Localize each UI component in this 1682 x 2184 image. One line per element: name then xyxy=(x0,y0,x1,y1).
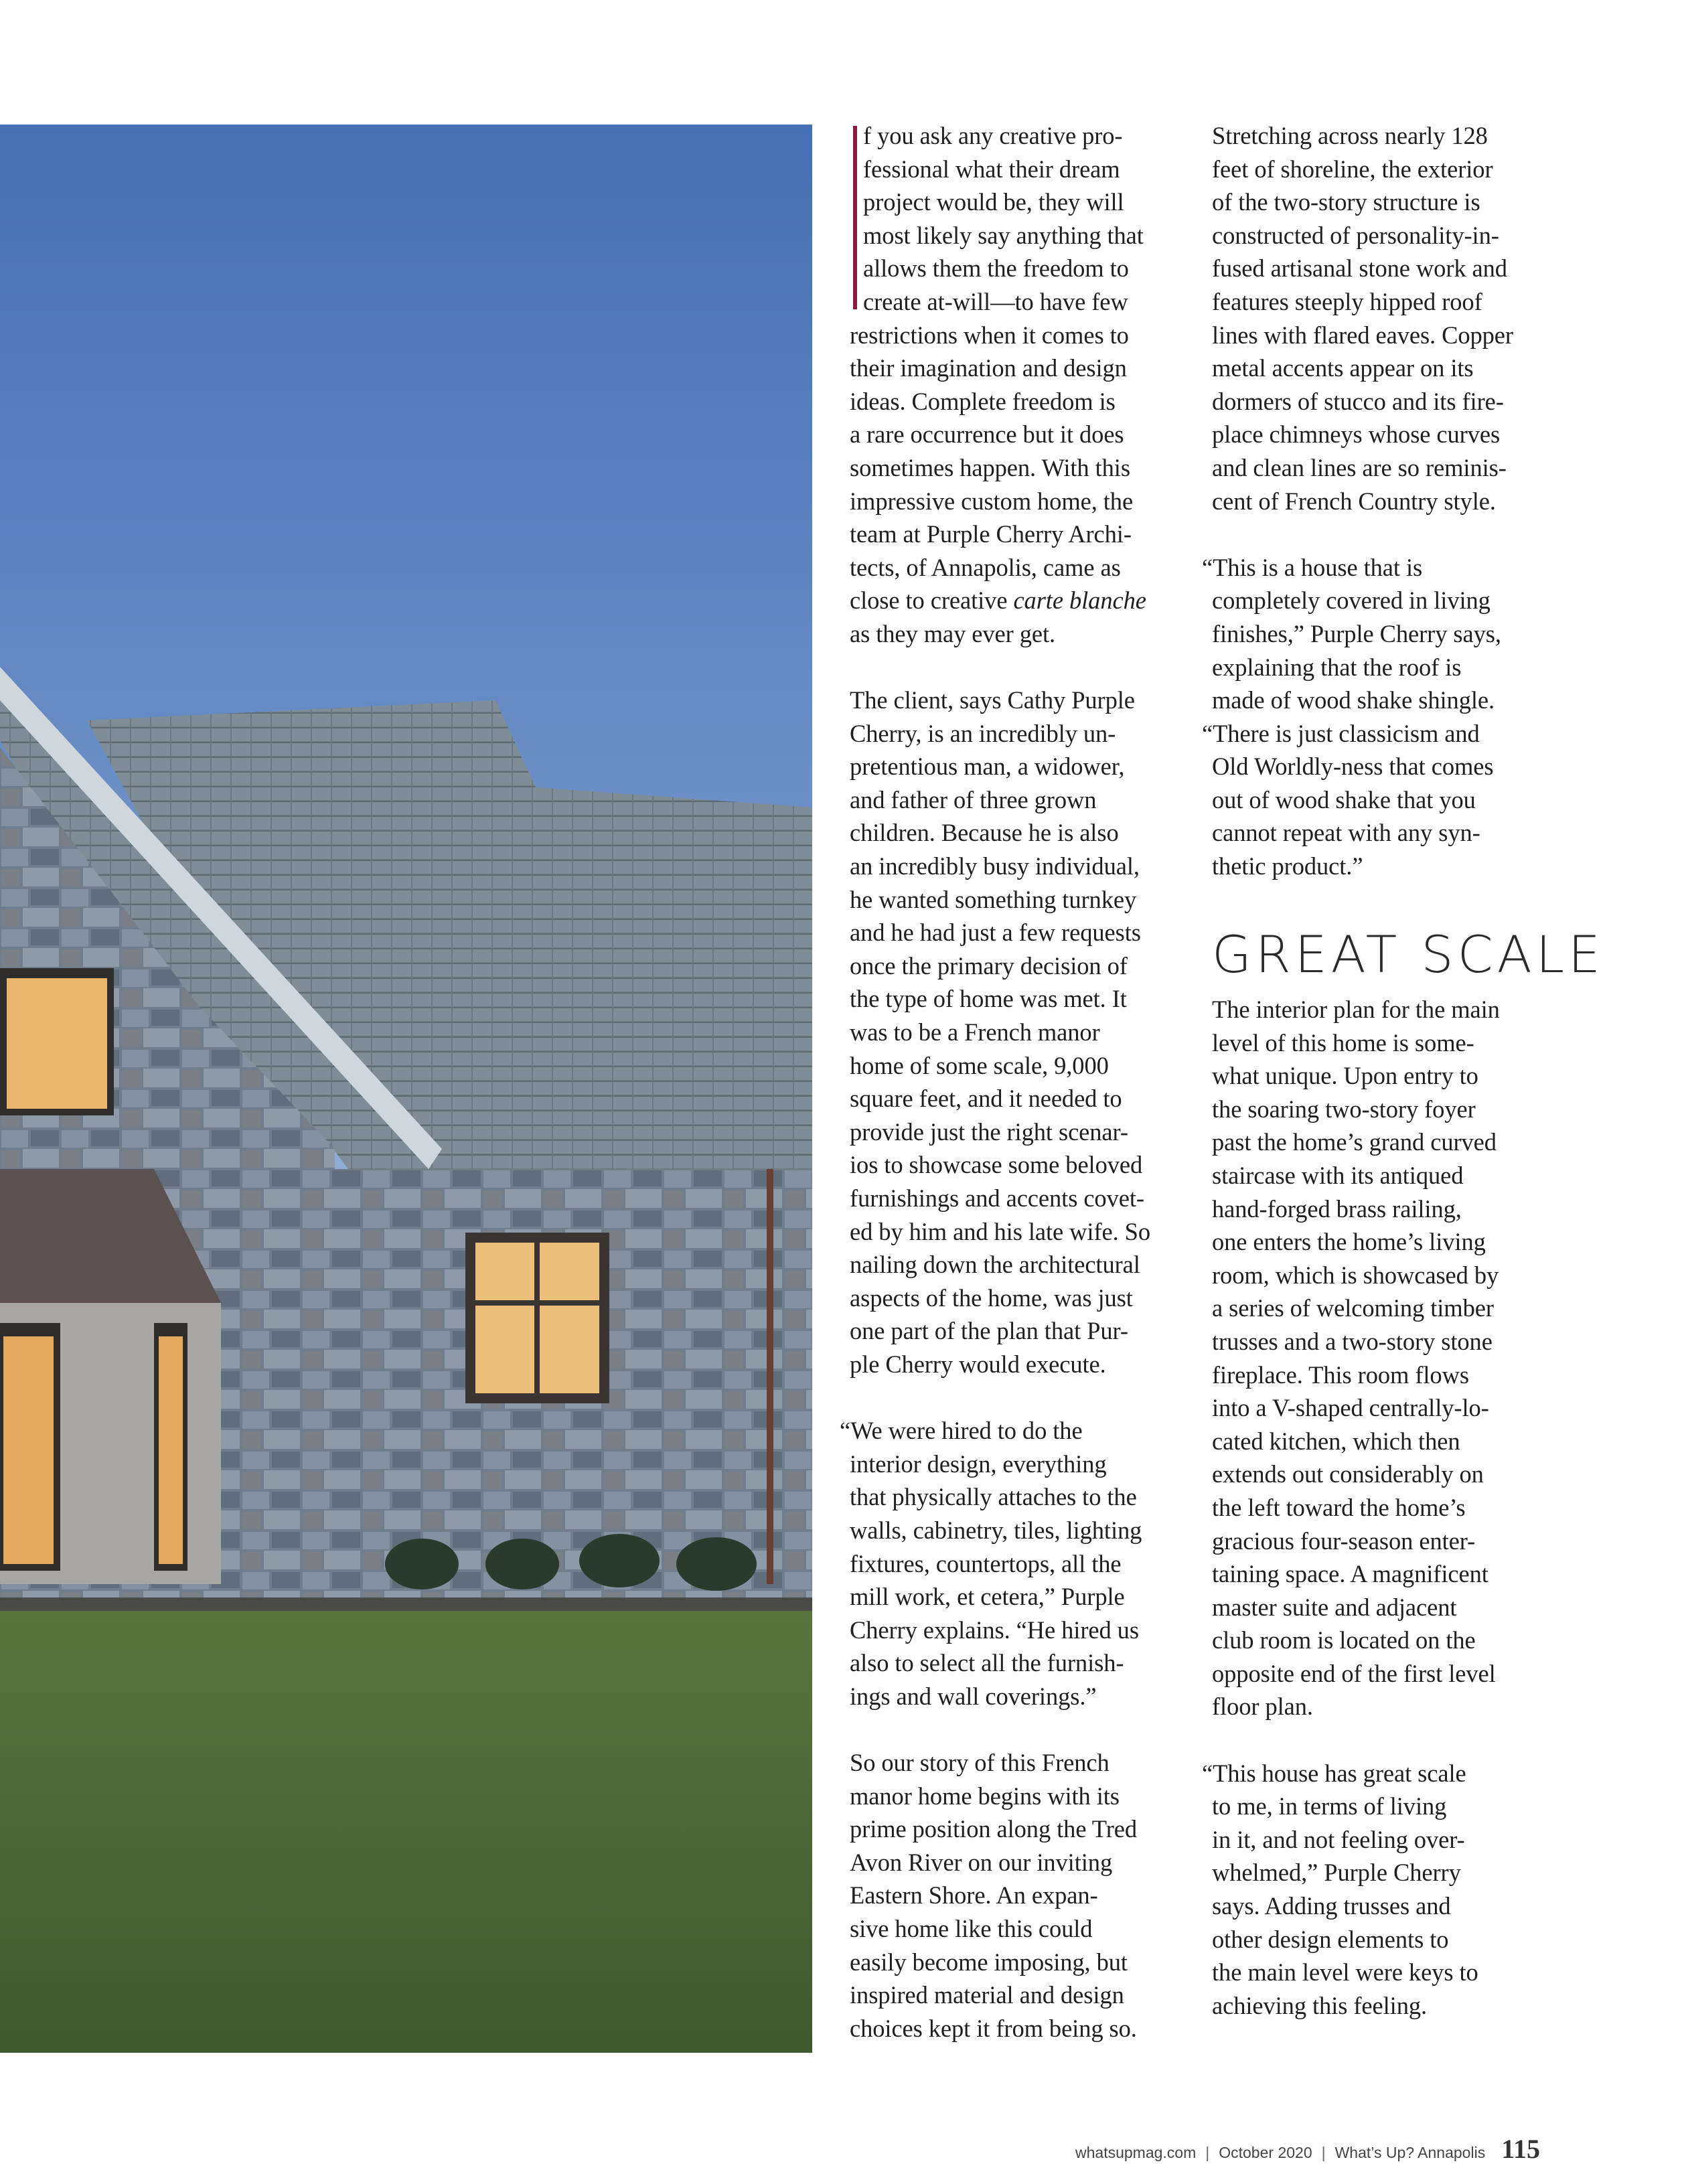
body-line: sometimes happen. With this xyxy=(850,453,1130,481)
body-line: past the home’s grand curved xyxy=(1212,1128,1497,1156)
article-column-1 xyxy=(840,119,1198,2045)
body-line: what unique. Upon entry to xyxy=(1212,1062,1478,1090)
body-line: Cherry, is an incredibly un- xyxy=(850,719,1116,747)
body-line: as they may ever get. xyxy=(850,619,1056,647)
body-line: cannot repeat with any syn- xyxy=(1212,819,1480,847)
body-line: ings and wall coverings.” xyxy=(850,1682,1097,1710)
body-line: trusses and a two-story stone xyxy=(1212,1327,1493,1355)
body-line: opposite end of the first level xyxy=(1212,1659,1496,1687)
body-line: taining space. A magnificent xyxy=(1212,1560,1488,1588)
body-line: mill work, et cetera,” Purple xyxy=(850,1583,1125,1611)
body-line: choices kept it from being so. xyxy=(850,2014,1137,2042)
body-line: ple Cherry would execute. xyxy=(850,1350,1106,1378)
body-line: that physically attaches to the xyxy=(850,1483,1137,1511)
body-line: says. Adding trusses and xyxy=(1212,1892,1451,1920)
page-footer xyxy=(1075,2133,1540,2165)
body-line: So our story of this French xyxy=(850,1749,1110,1777)
body-line: one part of the plan that Pur- xyxy=(850,1317,1128,1345)
body-line: extends out considerably on xyxy=(1212,1460,1484,1488)
body-line: provide just the right scenar- xyxy=(850,1117,1128,1146)
body-line: fireplace. This room flows xyxy=(1212,1360,1469,1389)
body-line: and father of three grown xyxy=(850,785,1097,813)
body-line: Stretching across nearly 128 xyxy=(1212,122,1488,149)
body-line: ideas. Complete freedom is xyxy=(850,387,1116,415)
body-line: cated kitchen, which then xyxy=(1212,1427,1460,1455)
body-line: a rare occurrence but it does xyxy=(850,420,1124,449)
body-line: sive home like this could xyxy=(850,1915,1093,1943)
body-line: thetic product.” xyxy=(1212,852,1363,880)
body-line: restrictions when it comes to xyxy=(850,321,1129,349)
body-line: square feet, and it needed to xyxy=(850,1085,1122,1113)
body-line: allows them the freedom to xyxy=(863,254,1129,283)
body-line: one enters the home’s living xyxy=(1212,1228,1486,1256)
body-line: their imagination and design xyxy=(850,354,1127,382)
body-line: level of this home is some- xyxy=(1212,1028,1474,1057)
body-line: close to creative carte blanche xyxy=(850,587,1146,615)
body-line: project would be, they will xyxy=(863,188,1124,216)
body-line: features steeply hipped roof xyxy=(1212,287,1482,315)
page-number: 115 xyxy=(1501,2134,1540,2164)
body-line: furnishings and accents covet- xyxy=(850,1184,1144,1212)
body-line: impressive custom home, the xyxy=(850,487,1134,515)
body-line: cent of French Country style. xyxy=(1212,487,1496,515)
body-line: ios to showcase some beloved xyxy=(850,1151,1143,1179)
body-line: Cherry explains. “He hired us xyxy=(850,1616,1139,1644)
body-line: of the two-story structure is xyxy=(1212,188,1480,216)
body-line: in it, and not feeling over- xyxy=(1212,1825,1465,1853)
body-line: aspects of the home, was just xyxy=(850,1283,1133,1312)
footer-separator: | xyxy=(1321,2144,1326,2161)
body-line: and he had just a few requests xyxy=(850,919,1141,947)
body-line: the soaring two-story foyer xyxy=(1212,1095,1476,1123)
footer-separator: | xyxy=(1205,2144,1210,2161)
body-line: gracious four-season enter- xyxy=(1212,1527,1476,1555)
body-line: Avon River on our inviting xyxy=(850,1848,1113,1876)
body-line: master suite and adjacent xyxy=(1212,1593,1457,1621)
body-line: create at-will—to have few xyxy=(863,287,1128,315)
body-line: tects, of Annapolis, came as xyxy=(850,553,1121,581)
body-line: “This house has great scale xyxy=(1202,1759,1466,1787)
body-line: home of some scale, 9,000 xyxy=(850,1051,1109,1079)
body-line: and clean lines are so reminis- xyxy=(1212,453,1507,481)
footer-publication: What’s Up? Annapolis xyxy=(1334,2144,1486,2161)
body-line: once the primary decision of xyxy=(850,951,1128,980)
footer-issue: October 2020 xyxy=(1219,2144,1312,2161)
body-line: pretentious man, a widower, xyxy=(850,753,1125,781)
body-line: walls, cabinetry, tiles, lighting xyxy=(850,1516,1142,1544)
body-line: into a V-shaped centrally-lo- xyxy=(1212,1394,1489,1422)
body-line: he wanted something turnkey xyxy=(850,885,1137,913)
body-line: dormers of stucco and its fire- xyxy=(1212,387,1504,415)
body-line: fused artisanal stone work and xyxy=(1212,254,1507,283)
body-line: The client, says Cathy Purple xyxy=(850,686,1135,714)
body-line: team at Purple Cherry Archi- xyxy=(850,520,1132,548)
body-line: completely covered in living xyxy=(1212,587,1490,615)
body-line: feet of shoreline, the exterior xyxy=(1212,155,1493,183)
body-line: finishes,” Purple Cherry says, xyxy=(1212,619,1501,647)
body-line: Eastern Shore. An expan- xyxy=(850,1881,1098,1909)
body-line: easily become imposing, but xyxy=(850,1948,1128,1976)
article-column-2-continued xyxy=(1202,993,1560,2022)
body-line: whelmed,” Purple Cherry xyxy=(1212,1859,1461,1887)
body-line: made of wood shake shingle. xyxy=(1212,686,1495,714)
footer-site: whatsupmag.com xyxy=(1075,2144,1197,2161)
body-line: inspired material and design xyxy=(850,1981,1124,2009)
body-line: also to select all the furnish- xyxy=(850,1649,1124,1677)
body-line: explaining that the roof is xyxy=(1212,653,1462,681)
body-line: the type of home was met. It xyxy=(850,985,1127,1013)
body-line: place chimneys whose curves xyxy=(1212,420,1501,449)
body-line: out of wood shake that you xyxy=(1212,785,1476,813)
body-line: ed by him and his late wife. So xyxy=(850,1217,1151,1245)
body-line: club room is located on the xyxy=(1212,1626,1476,1654)
body-line: floor plan. xyxy=(1212,1693,1313,1721)
body-line: the main level were keys to xyxy=(1212,1958,1478,1986)
body-line: the left toward the home’s xyxy=(1212,1493,1466,1521)
body-line: achieving this feeling. xyxy=(1212,1991,1428,2019)
body-line: other design elements to xyxy=(1212,1925,1449,1953)
body-line: constructed of personality-in- xyxy=(1212,221,1499,249)
article-column-2 xyxy=(1202,119,1560,883)
body-line: Old Worldly-ness that comes xyxy=(1212,753,1494,781)
body-line: was to be a French manor xyxy=(850,1018,1100,1046)
body-line: fixtures, countertops, all the xyxy=(850,1549,1122,1577)
body-line: f you ask any creative pro- xyxy=(863,122,1123,149)
body-line: fessional what their dream xyxy=(863,155,1120,183)
body-line: most likely say anything that xyxy=(863,221,1144,249)
body-line: lines with flared eaves. Copper xyxy=(1212,321,1513,349)
body-line: a series of welcoming timber xyxy=(1212,1294,1494,1322)
body-line: nailing down the architectural xyxy=(850,1251,1140,1279)
body-line: room, which is showcased by xyxy=(1212,1261,1499,1289)
body-line: an incredibly busy individual, xyxy=(850,852,1140,880)
body-line: interior design, everything xyxy=(850,1450,1107,1478)
house-photo xyxy=(0,125,812,2053)
body-line: The interior plan for the main xyxy=(1212,996,1500,1023)
body-line: to me, in terms of living xyxy=(1212,1792,1447,1820)
italic-phrase: carte blanche xyxy=(1013,587,1146,615)
section-heading: GREAT SCALE xyxy=(1212,925,1605,984)
body-line: metal accents appear on its xyxy=(1212,354,1474,382)
body-line: staircase with its antiqued xyxy=(1212,1161,1464,1189)
body-line: hand-forged brass railing, xyxy=(1212,1194,1462,1223)
body-line: “This is a house that is xyxy=(1202,553,1423,581)
body-line: children. Because he is also xyxy=(850,819,1119,847)
body-line: “There is just classicism and xyxy=(1202,719,1480,747)
body-line: “We were hired to do the xyxy=(840,1417,1083,1445)
body-line: manor home begins with its xyxy=(850,1782,1120,1810)
body-line: prime position along the Tred xyxy=(850,1815,1138,1843)
